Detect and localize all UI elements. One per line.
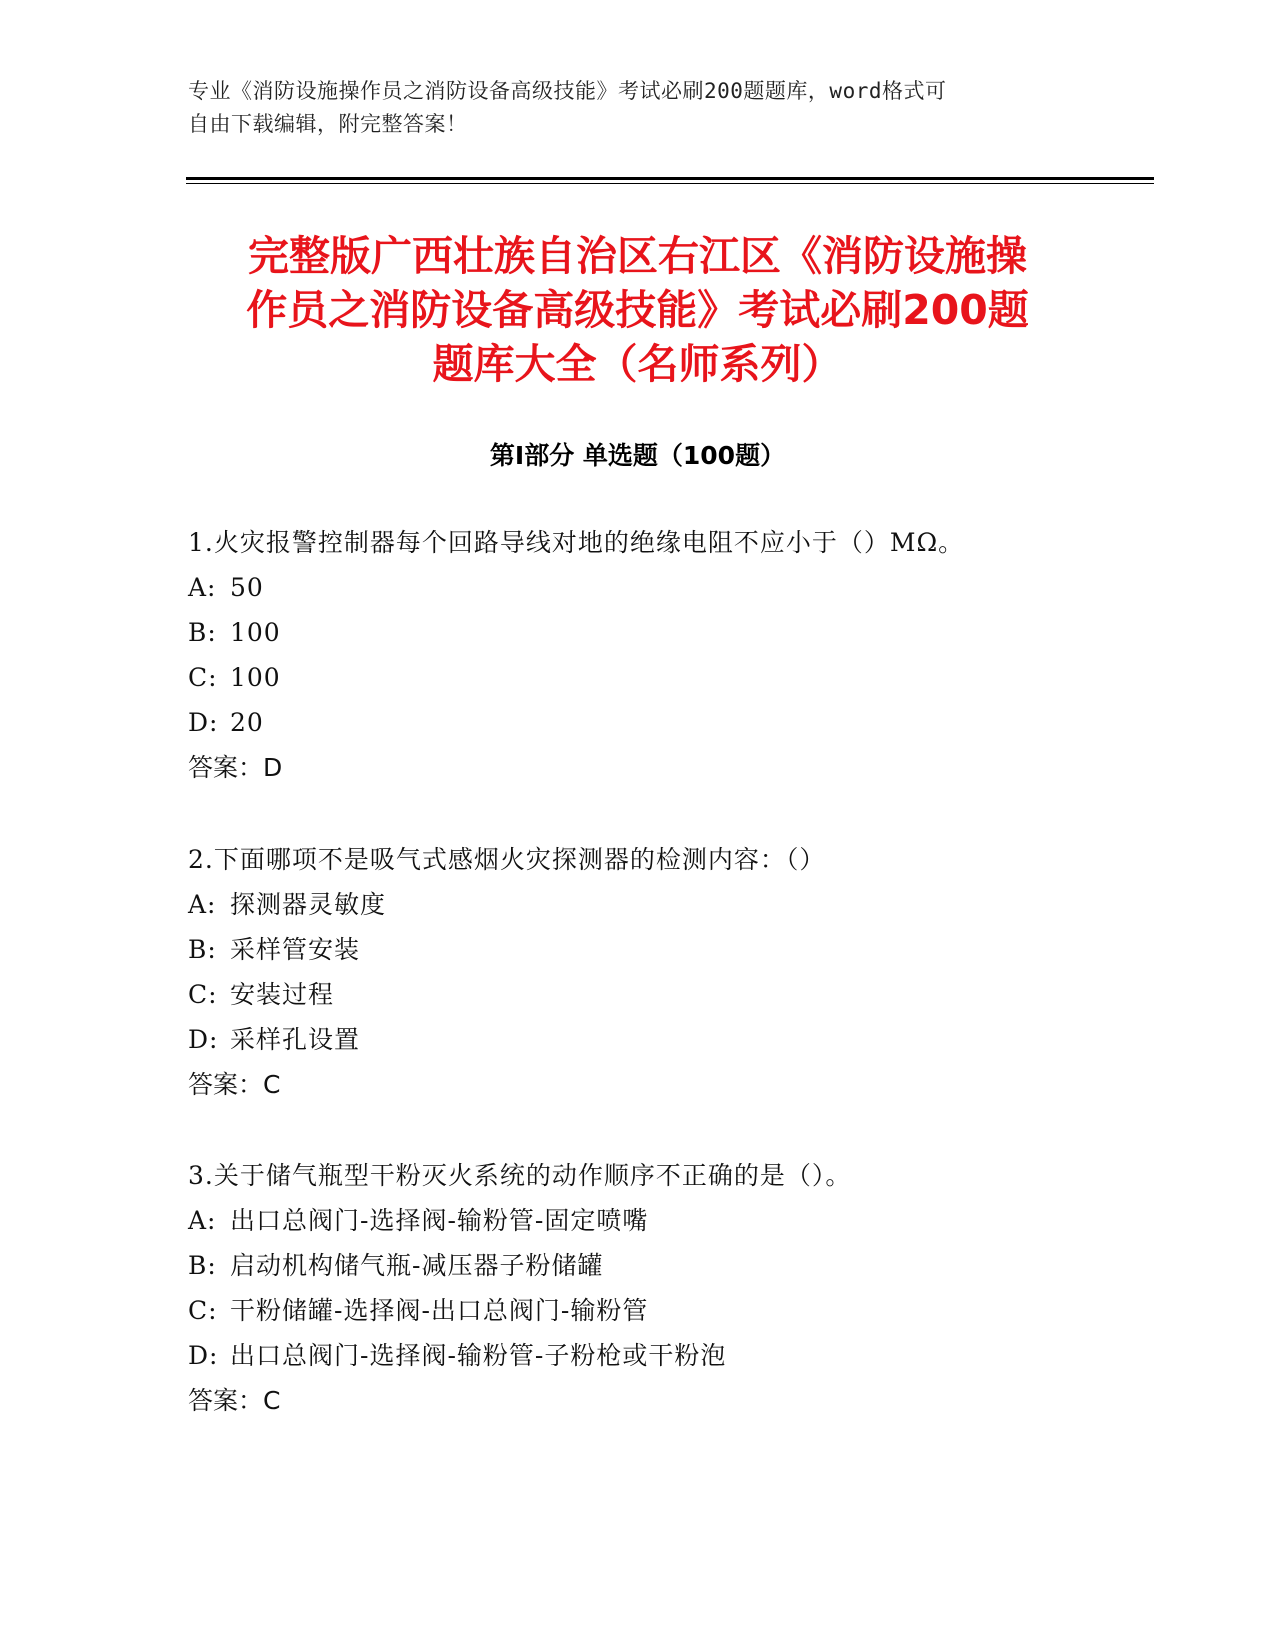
option-key: A: — [188, 1206, 217, 1235]
option-d — [188, 1017, 1138, 1062]
option-b — [188, 610, 1138, 655]
question-stem: 1.火灾报警控制器每个回路导线对地的绝缘电阻不应小于（）MΩ。 — [188, 528, 965, 557]
option-text: 100 — [230, 663, 281, 692]
option-text: 采样孔设置 — [230, 1025, 361, 1054]
question-3 — [188, 1153, 1138, 1423]
title-line-1: 完整版广西壮族自治区右江区《消防设施操 — [248, 232, 1027, 280]
option-c — [188, 972, 1138, 1017]
option-text: 安装过程 — [230, 980, 335, 1009]
option-text: 20 — [230, 708, 264, 737]
option-key: C: — [188, 1296, 218, 1325]
option-key: B: — [188, 618, 217, 647]
question-stem: 2.下面哪项不是吸气式感烟火灾探测器的检测内容：（） — [188, 845, 826, 874]
answer: 答案：D — [188, 753, 283, 782]
option-text: 100 — [230, 618, 281, 647]
option-key: B: — [188, 1251, 217, 1280]
option-d — [188, 1333, 1138, 1378]
header-divider-thin — [186, 183, 1154, 184]
header-divider-thick — [186, 177, 1154, 180]
option-text: 出口总阀门-选择阀-输粉管-子粉枪或干粉泡 — [230, 1341, 727, 1370]
title-line-2: 作员之消防设备高级技能》考试必刷200题 — [246, 286, 1029, 334]
option-text: 启动机构储气瓶-减压器子粉储罐 — [230, 1251, 604, 1280]
option-key: D: — [188, 1025, 219, 1054]
question-1 — [188, 520, 1138, 790]
option-a — [188, 1198, 1138, 1243]
option-key: A: — [188, 573, 217, 602]
option-key: B: — [188, 935, 217, 964]
option-key: D: — [188, 1341, 219, 1370]
answer: 答案：C — [188, 1070, 281, 1099]
option-a — [188, 882, 1138, 927]
option-c — [188, 1288, 1138, 1333]
option-d — [188, 700, 1138, 745]
question-2 — [188, 837, 1138, 1107]
header-note-line-2: 自由下载编辑，附完整答案！ — [188, 112, 468, 136]
option-b — [188, 927, 1138, 972]
header-note-line-1: 专业《消防设施操作员之消防设备高级技能》考试必刷200题题库，word格式可 — [188, 79, 947, 103]
option-text: 50 — [230, 573, 264, 602]
option-key: A: — [188, 890, 217, 919]
option-c — [188, 655, 1138, 700]
question-stem: 3.关于储气瓶型干粉灭火系统的动作顺序不正确的是（）。 — [188, 1161, 852, 1190]
option-text: 探测器灵敏度 — [230, 890, 387, 919]
option-a — [188, 565, 1138, 610]
option-b — [188, 1243, 1138, 1288]
option-text: 采样管安装 — [230, 935, 361, 964]
option-text: 出口总阀门-选择阀-输粉管-固定喷嘴 — [230, 1206, 649, 1235]
answer: 答案：C — [188, 1386, 281, 1415]
option-key: C: — [188, 663, 218, 692]
option-text: 干粉储罐-选择阀-出口总阀门-输粉管 — [230, 1296, 649, 1325]
section-heading: 第Ⅰ部分 单选题（100题） — [489, 441, 786, 470]
title-line-3: 题库大全（名师系列） — [432, 340, 843, 388]
header-note — [188, 75, 1068, 141]
option-key: D: — [188, 708, 219, 737]
option-key: C: — [188, 980, 218, 1009]
document-title — [190, 229, 1085, 391]
